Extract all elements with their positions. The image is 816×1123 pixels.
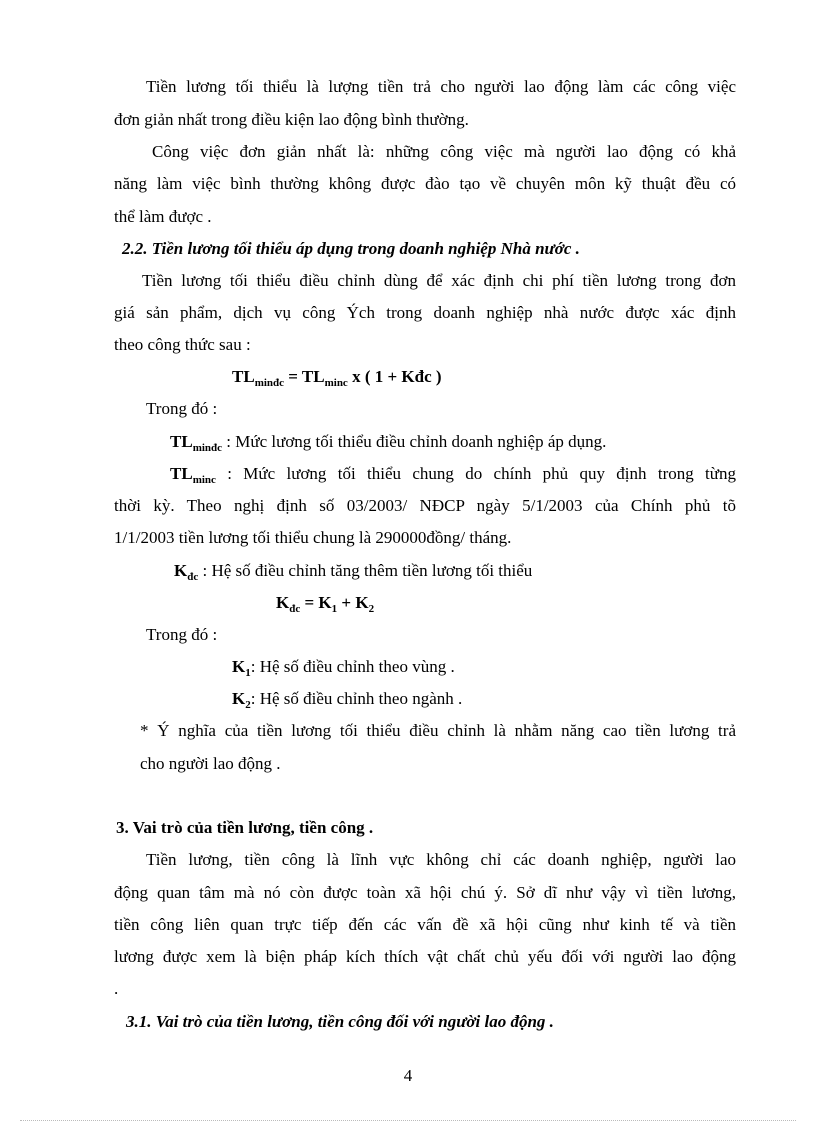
para2-line1: Công việc đơn giản nhất là: những công việc mà người lao động có khả <box>152 142 736 161</box>
section-heading-3: 3. Vai trò của tiền lương, tiền công . <box>116 818 374 837</box>
para1-line1: Tiền lương tối thiểu là lượng tiền trả cho người lao động làm các công việc <box>146 77 736 96</box>
para2-line3: thể làm được . <box>114 207 212 226</box>
page-number: 4 <box>403 1066 413 1085</box>
para4-line4: lương được xem là biện pháp kích thích vật chất chủ yếu đối với người lao động <box>114 947 736 966</box>
para4-line2: động quan tâm mà nó còn được toàn xã hội chú ý. Sở dĩ như vậy vì tiền lương, <box>114 883 736 902</box>
section-heading-3-1: 3.1. Vai trò của tiền lương, tiền công đối với người lao động . <box>126 1012 554 1031</box>
para3-line1: Tiền lương tối thiểu điều chỉnh dùng để xác định chi phí tiền lương trong đơn <box>142 271 736 290</box>
formula-tl-min-dc: $TL_{minđc} = TL_{minc}$ x ( 1 + Kđc ) <box>232 367 442 389</box>
para4-line3: tiền công liên quan trực tiếp đến các vấn đề xã hội cũng như kinh tế và tiền <box>114 915 736 934</box>
page-bottom-divider <box>20 1120 796 1121</box>
definition-tl-minc-line3: 1/1/2003 tiền lương tối thiểu chung là 290000đồng/ tháng. <box>114 528 512 547</box>
section-heading-2-2: 2.2. Tiền lương tối thiểu áp dụng trong doanh nghiệp Nhà nước . <box>122 239 580 258</box>
definition-k-dc: $K_{đc}$ : Hệ số điều chỉnh tăng thêm tiền lương tối thiểu <box>174 561 533 583</box>
where-label-2: Trong đó : <box>146 625 218 644</box>
meaning-line2: cho người lao động . <box>140 754 281 773</box>
meaning-line1: * Ý nghĩa của tiền lương tối thiểu điều chỉnh là nhằm năng cao tiền lương trả <box>140 721 736 740</box>
para4-line1: Tiền lương, tiền công là lĩnh vực không chỉ các doanh nghiệp, người lao <box>146 850 736 869</box>
para1-line2: đơn giản nhất trong điều kiện lao động bình thường. <box>114 110 469 129</box>
definition-tl-minc-line2: thời kỳ. Theo nghị định số 03/2003/ NĐCP ngày 5/1/2003 của Chính phủ tõ <box>114 496 736 515</box>
definition-k1: $K_1$: Hệ số điều chỉnh theo vùng . <box>232 657 455 679</box>
formula-k-dc: $K_{đc} = K_1 + K_2$ <box>276 593 375 615</box>
definition-tl-minc: $TL_{minc}$ : Mức lương tối thiểu chung do chính phủ quy định trong từng <box>170 464 736 486</box>
definition-k2: $K_2$: Hệ số điều chỉnh theo ngành . <box>232 689 463 711</box>
para4-line5: . <box>114 979 119 998</box>
para2-line2: năng làm việc bình thường không được đào tạo về chuyên môn kỹ thuật đều có <box>114 174 736 193</box>
para3-line2: giá sản phẩm, dịch vụ công Ých trong doanh nghiệp nhà nước được xác định <box>114 303 736 322</box>
where-label-1: Trong đó : <box>146 399 218 418</box>
para3-line3: theo công thức sau : <box>114 335 251 354</box>
definition-tl-min-dc: $TL_{minđc}$ : Mức lương tối thiểu điều chỉnh doanh nghiệp áp dụng. <box>170 432 607 454</box>
